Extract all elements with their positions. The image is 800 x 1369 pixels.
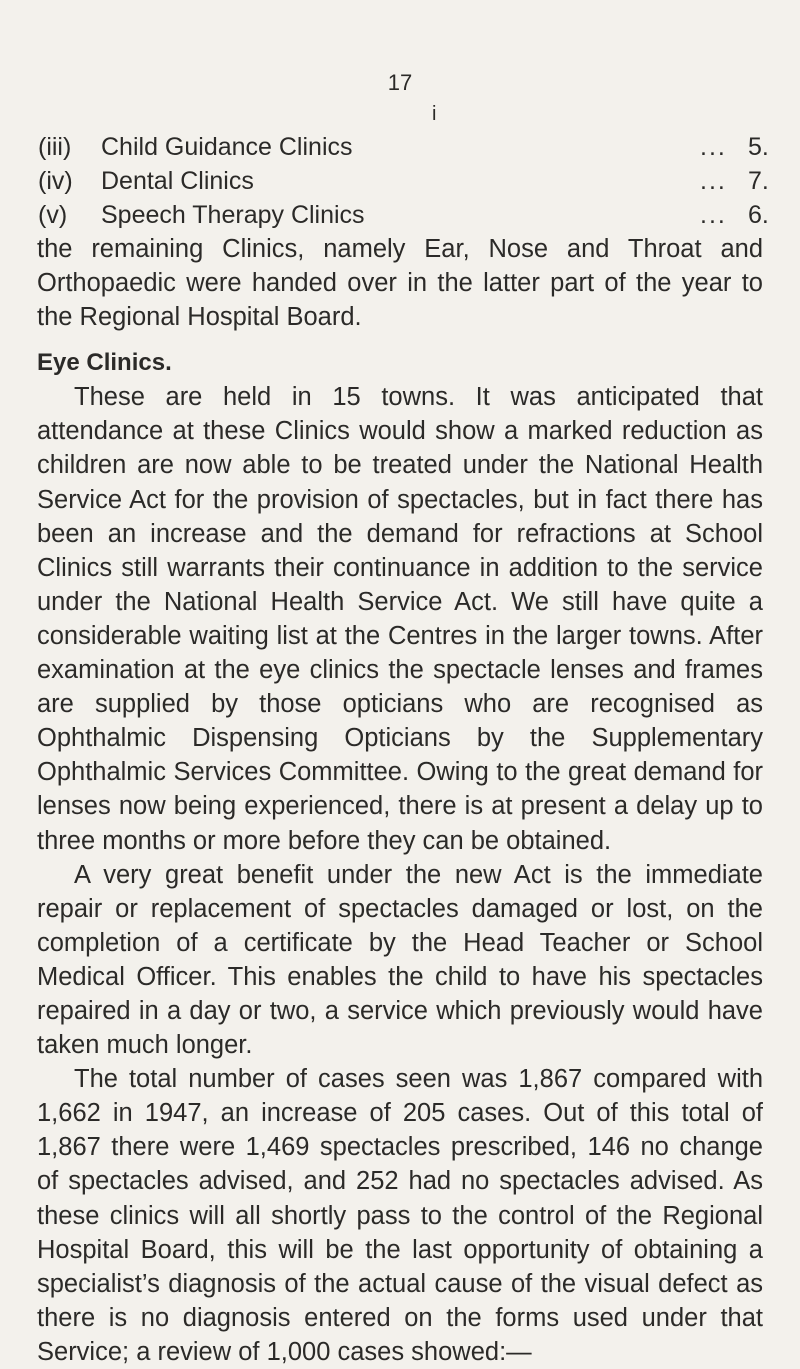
clinic-numeral: (v): [38, 201, 68, 229]
clinic-count: 7.: [748, 167, 769, 195]
clinic-count: 5.: [748, 133, 769, 161]
clinic-name: Child Guidance Clinics: [101, 133, 353, 161]
clinic-list: [38, 130, 768, 232]
clinic-numeral: (iv): [38, 167, 73, 195]
clinic-row: [38, 164, 768, 198]
clinic-row: [38, 198, 768, 232]
section-heading: Eye Clinics.: [37, 349, 172, 377]
clinic-name: Speech Therapy Clinics: [101, 201, 365, 229]
clinic-row: [38, 130, 768, 164]
intro-paragraph: the remaining Clinics, namely Ear, Nose and Throat and Orthopaedic were handed over in the latter part of the year to the Regional Hospital Board.: [37, 235, 763, 332]
body-text: [37, 232, 763, 1369]
clinic-name: Dental Clinics: [101, 167, 254, 195]
paragraph-case-totals: The total number of cases seen was 1,867 compared with 1,662 in 1947, an increase of 205 cases. Out of this total of 1,867 there were 1,469 spectacles prescribed, 146 no change of spectacles advised, and 252 had no spectacles advised. As these clinics will all shortly pass to the control of the Regional Hospital Board, this will be the last opportunity of obtaining a specialist’s diagnosis of the actual cause of the visual defect as there is no diagnosis entered on the forms used under that Service; a review of 1,000 cases showed:—: [37, 1065, 763, 1366]
clinic-numeral: (iii): [38, 133, 72, 161]
dot-leader: ...: [700, 167, 727, 195]
dot-leader: ...: [700, 201, 727, 229]
clinic-count: 6.: [748, 201, 769, 229]
paragraph-attendance: These are held in 15 towns. It was anticipated that attendance at these Clinics would show a marked reduction as children are now able to be treated under the National Health Service Act for the provision of spectacles, but in fact there has been an increase and the demand for refractions at School Clinics still warrants their continuance in addition to the service under the National Health Service Act. We still have quite a considerable waiting list at the Centres in the larger towns. After examination at the eye clinics the spectacle lenses and frames are supplied by those opticians who are recognised as Ophthalmic Dispensing Opticians by the Supplementary Ophthalmic Services Committee. Owing to the great demand for lenses now being experienced, there is at present a delay up to three months or more before they can be obtained.: [37, 383, 763, 855]
stray-mark: i: [432, 103, 437, 125]
page-number: 17: [387, 70, 413, 95]
paragraph-repair-benefit: A very great benefit under the new Act is the immediate repair or replacement of spectacles damaged or lost, on the completion of a certificate by the Head Teacher or School Medical Officer. This enables the child to have his spectacles repaired in a day or two, a service which previously would have taken much longer.: [37, 860, 763, 1060]
dot-leader: ...: [700, 133, 727, 161]
